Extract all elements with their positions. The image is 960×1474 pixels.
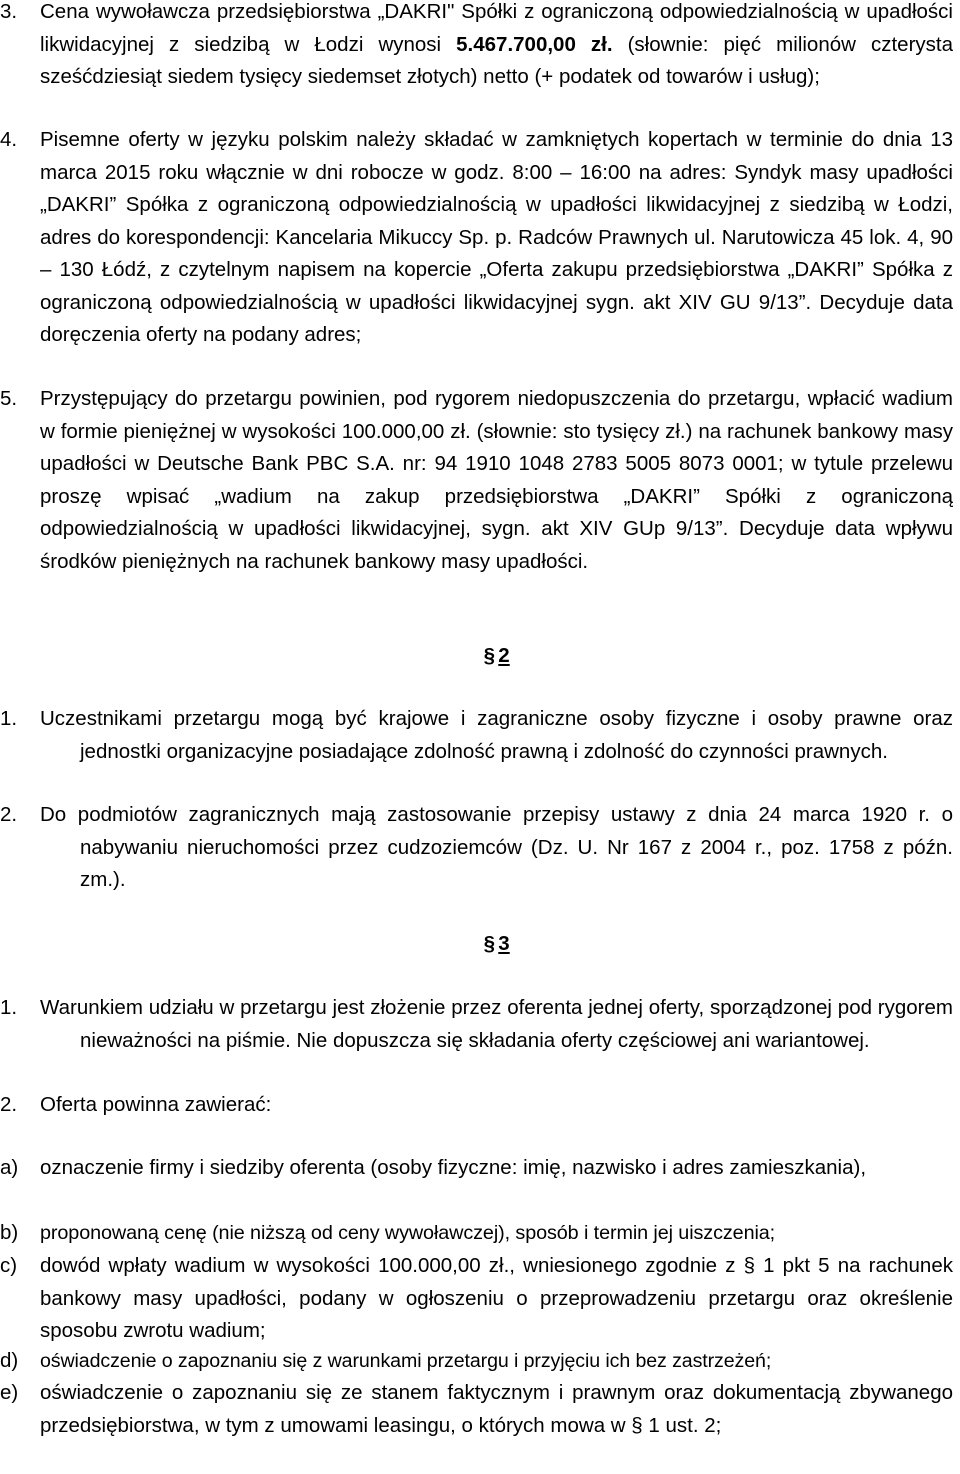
section-heading <box>0 928 960 961</box>
section-sign: § <box>483 644 495 667</box>
item-number: 5. <box>0 387 18 410</box>
item-text-part: Cena wywoławcza przedsiębiorstwa „DAKRI" Spółki z ograniczoną odpowiedzialnością w upadłości likwidacyjnej z siedzibą w Łodzi wynosi <box>40 0 953 56</box>
item-text: proponowaną cenę (nie niższą od ceny wywoławczej), sposób i termin jej uiszczenia; <box>40 1222 776 1244</box>
item-text: Warunkiem udziału w przetargu jest złożenie przez oferenta jednej oferty, sporządzonej pod rygorem nieważności na piśmie. Nie dopuszcza się składania oferty częściowej ani wariantowej. <box>40 996 953 1052</box>
list-item <box>0 0 953 94</box>
item-letter: a) <box>0 1156 19 1179</box>
item-text: oświadczenie o zapoznaniu się ze stanem faktycznym i prawnym oraz dokumentacją zbywanego przedsiębiorstwa, w tym z umowami leasingu, o których mowa w § 1 ust. 2; <box>40 1381 953 1437</box>
section-number: 3 <box>498 932 510 955</box>
item-text: dowód wpłaty wadium w wysokości 100.000,00 zł., wniesionego zgodnie z § 1 pkt 5 na rachunek bankowy masy upadłości, podany w ogłoszeniu o przeprowadzeniu przetargu oraz określenie sposobu zwrotu wadium; <box>40 1254 953 1342</box>
section-sign: § <box>483 932 495 955</box>
item-text: Uczestnikami przetargu mogą być krajowe i zagraniczne osoby fizyczne i osoby prawne oraz jednostki organizacyjne posiadające zdolność prawną i zdolność do czynności prawnych. <box>40 707 953 763</box>
lettered-item <box>0 1377 953 1442</box>
lettered-item <box>0 1152 953 1185</box>
item-number: 3. <box>0 0 18 23</box>
list-item <box>0 124 953 352</box>
item-number: 4. <box>0 128 18 151</box>
lettered-item <box>0 1217 953 1250</box>
item-text <box>40 0 953 94</box>
list-item <box>0 1089 953 1122</box>
item-text: Przystępujący do przetargu powinien, pod rygorem niedopuszczenia do przetargu, wpłacić wadium w formie pieniężnej w wysokości 100.000,00 zł. (słownie: sto tysięcy zł.) na rachunek bankowy masy upadłości w Deutsche Bank PBC S.A. nr: 94 1910 1048 2783 5005 8073 0001; w tytule przelewu proszę wpisać „wadium na zakup przedsiębiorstwa „DAKRI” Spółki z ograniczoną odpowiedzialnością w upadłości likwidacyjnej, sygn. akt XIV GUp 9/13”. Decyduje data wpływu środków pieniężnych na rachunek bankowy masy upadłości. <box>40 387 953 573</box>
item-text: Oferta powinna zawierać: <box>40 1093 272 1116</box>
list-item <box>0 383 953 578</box>
item-text: oznaczenie firmy i siedziby oferenta (osoby fizyczne: imię, nazwisko i adres zamieszkania), <box>40 1156 867 1179</box>
item-number: 1. <box>0 996 18 1019</box>
section-heading <box>0 640 960 673</box>
list-item <box>0 992 953 1057</box>
item-text-part: (słownie: pięć milionów czterysta sześćdziesiąt siedem tysięcy siedemset złotych) netto (+ podatek od towarów i usług); <box>40 32 953 88</box>
item-letter: e) <box>0 1381 19 1404</box>
item-number: 1. <box>0 707 18 730</box>
lettered-item <box>0 1345 953 1378</box>
item-letter: b) <box>0 1221 19 1244</box>
lettered-item <box>0 1250 953 1348</box>
price-amount: 5.467.700,00 zł. <box>456 32 613 56</box>
list-item <box>0 799 953 897</box>
item-letter: c) <box>0 1254 18 1277</box>
item-letter: d) <box>0 1349 19 1372</box>
item-text: Do podmiotów zagranicznych mają zastosowanie przepisy ustawy z dnia 24 marca 1920 r. o nabywaniu nieruchomości przez cudzoziemców (Dz. U. Nr 167 z 2004 r., poz. 1758 z późn. zm.). <box>40 803 953 891</box>
section-number: 2 <box>498 644 510 667</box>
item-text: Pisemne oferty w języku polskim należy składać w zamkniętych kopertach w terminie do dnia 13 marca 2015 roku włącznie w dni robocze w godz. 8:00 – 16:00 na adres: Syndyk masy upadłości „DAKRI” Spółka z ograniczoną odpowiedzialnością w upadłości likwidacyjnej z siedzibą w Łodzi, adres do korespondencji: Kancelaria Mikuccy Sp. p. Radców Prawnych ul. Narutowicza 45 lok. 4, 90 – 130 Łódź, z czytelnym napisem na kopercie „Oferta zakupu przedsiębiorstwa „DAKRI” Spółka z ograniczoną odpowiedzialnością w upadłości likwidacyjnej sygn. akt XIV GU 9/13”. Decyduje data doręczenia oferty na podany adres; <box>40 128 953 346</box>
list-item <box>0 703 953 768</box>
item-number: 2. <box>0 803 18 826</box>
item-number: 2. <box>0 1093 18 1116</box>
item-text: oświadczenie o zapoznaniu się z warunkami przetargu i przyjęciu ich bez zastrzeżeń; <box>40 1350 772 1372</box>
